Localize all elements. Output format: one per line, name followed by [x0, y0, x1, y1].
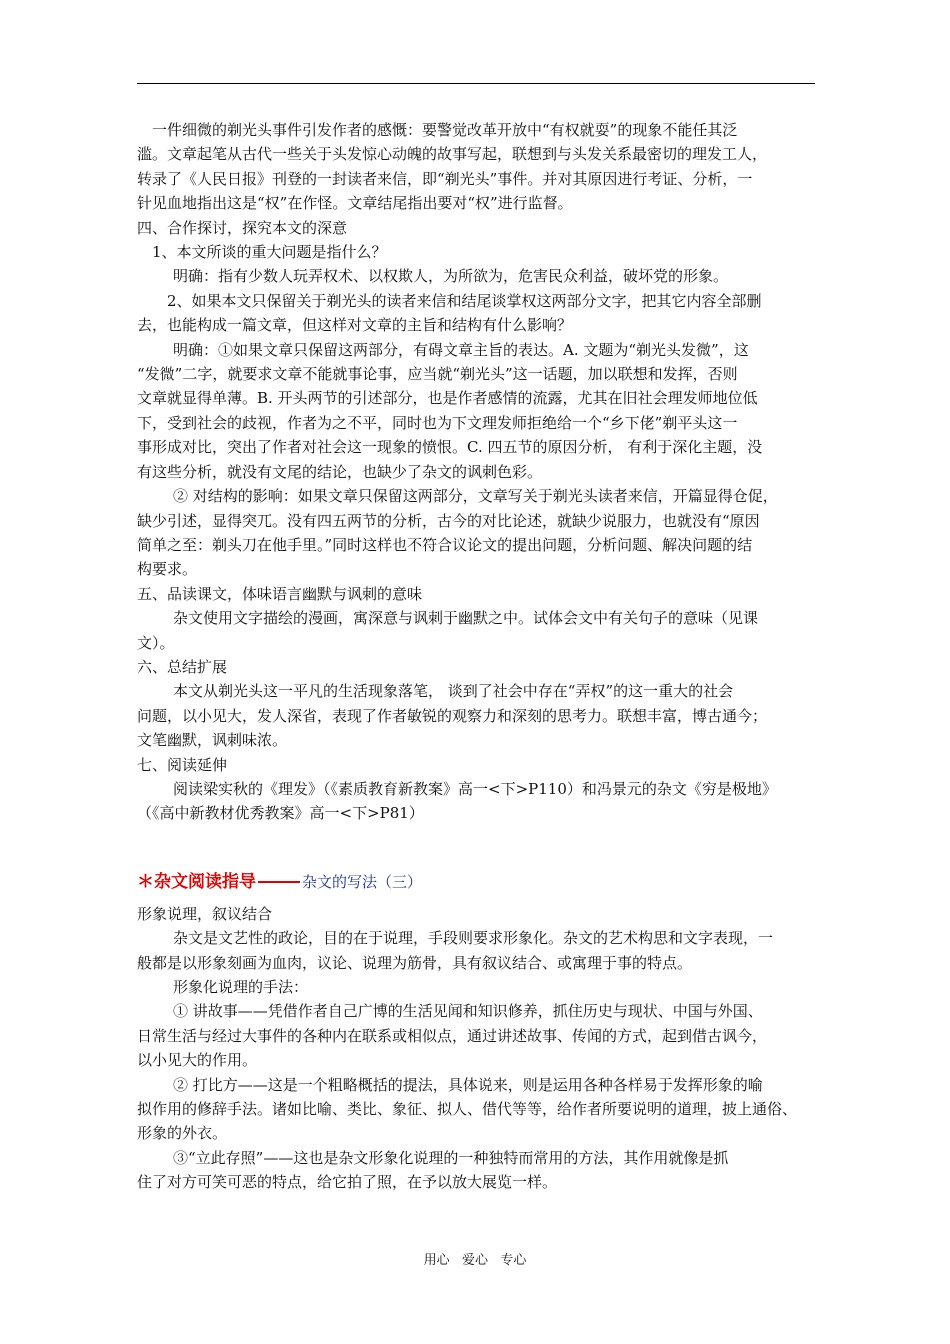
answer-3-line: 缺少引述，显得突兀。没有四五两节的分析，古今的对比论述，就缺少说服力，也就没有“原因 [137, 511, 760, 530]
text-line: 本文从剃光头这一平凡的生活现象落笔， 谈到了社会中存在“弄权”的这一重大的社会 [173, 682, 734, 701]
method-item-1-line: 以小见大的作用。 [137, 1051, 258, 1070]
text-line: 滥。文章起笔从古代一些关于头发惊心动魄的故事写起，联想到与头发关系最密切的理发工人， [137, 145, 768, 164]
method-item-2-line: ② 打比方——这是一个粗略概括的提法，具体说来，则是运用各种各样易于发挥形象的喻 [173, 1075, 763, 1094]
title-dash [258, 881, 300, 883]
text-line: （《高中新教材优秀教案》高一<下>P81） [137, 804, 424, 823]
section-5 [137, 582, 815, 655]
section-heading: 七、阅读延伸 [137, 755, 228, 774]
section-heading: 五、品读课文，体味语言幽默与讽刺的意味 [137, 584, 423, 603]
section-heading: 四、合作探讨，探究本文的深意 [137, 218, 348, 237]
answer-2-line: 明确：①如果文章只保留这两部分，有碍文章主旨的表达。A. 文题为“剃光头发微”，这 [173, 340, 749, 359]
section-heading: 六、总结扩展 [137, 657, 228, 676]
method-item-2-line: 拟作用的修辞手法。诸如比喻、类比、象征、拟人、借代等等，给作者所要说明的道理，披上通俗、 [137, 1100, 798, 1119]
method-item-3-line: ③“立此存照”——这也是杂文形象化说理的一种独特而常用的方法，其作用就像是抓 [173, 1148, 729, 1167]
method-subheading: 形象化说理的手法： [173, 978, 309, 996]
answer-1: 明确：指有少数人玩弄权术、以权欺人，为所欲为，危害民众利益，破坏党的形象。 [173, 267, 729, 286]
answer-3-line: ② 对结构的影响：如果文章只保留这两部分，文章写关于剃光头读者来信，开篇显得仓促， [173, 487, 778, 506]
header-rule [137, 83, 815, 84]
guide-red-title: ＊杂文阅读指导 [137, 871, 256, 892]
question-2-line: 去，也能构成一篇文章，但这样对文章的主旨和结构有什么影响？ [137, 316, 573, 335]
method-item-3-line: 住了对方可笑可恶的特点，给它拍了照，在予以放大展览一样。 [137, 1173, 558, 1192]
intro-paragraph [137, 118, 815, 216]
text-line: 针见血地指出这是“权”在作怪。文章结尾指出要对“权”进行监督。 [137, 194, 573, 213]
text-line: 转录了《人民日报》刊登的一封读者来信，即“剃光头”事件。并对其原因进行考证、分析，一 [137, 169, 753, 188]
method-item-1-line: ① 讲故事——凭借作者自己广博的生活见闻和知识修养，抓住历史与现状、中国与外国、 [173, 1002, 763, 1021]
text-line: 问题，以小见大，发人深省，表现了作者敏锐的观察力和深刻的思考力。联想丰富，博古通今； [137, 706, 768, 725]
answer-2-line: 文章就显得单薄。B. 开头两节的引述部分，也是作者感情的流露，尤其在旧社会理发师地位低 [137, 389, 758, 408]
text-line: 文）。 [137, 633, 175, 652]
method-item-1-line: 日常生活与经过大事件的各种内在联系或相似点，通过讲述故事、传闻的方式，起到借古讽今， [137, 1026, 768, 1045]
answer-2-line: 事形成对比，突出了作者对社会这一现象的愤恨。C. 四五节的原因分析， 有利于深化主题，没 [137, 438, 763, 457]
method-item-2-line: 形象的外衣。 [137, 1124, 228, 1143]
page-footer: 用心 爱心 专心 [423, 1253, 527, 1268]
guide-blue-title: 杂文的写法（三） [302, 872, 423, 891]
method-heading: 形象说理，叙议结合 [137, 904, 273, 923]
answer-2-line: “发微”二字，就要求文章不能就事论事，应当就“剃光头”这一话题，加以联想和发挥，否则 [137, 365, 738, 384]
text-line: 般都是以形象刻画为血肉，议论、说理为筋骨，具有叙议结合、或寓理于事的特点。 [137, 953, 693, 972]
text-line: 杂文使用文字描绘的漫画，寓深意与讽刺于幽默之中。试体会文中有关句子的意味（见课 [173, 609, 759, 628]
text-line: 阅读梁实秋的《理发》（《素质教育新教案》高一<下>P110）和冯景元的杂文《穷是极地》 [173, 779, 777, 798]
answer-2-line: 下，受到社会的歧视，作者为之不平，同时也为下文理发师拒绝给一个“乡下佬”剃平头这一 [137, 413, 738, 432]
text-line: 一件细微的剃光头事件引发作者的感慨：要警觉改革开放中“有权就耍”的现象不能任其泛 [152, 121, 738, 139]
method-section [137, 902, 815, 1195]
document-body [137, 118, 815, 1195]
text-line: 文笔幽默，讽刺味浓。 [137, 731, 288, 750]
question-2-line: 2、如果本文只保留关于剃光头的读者来信和结尾谈掌权这两部分文字，把其它内容全部删 [167, 291, 762, 310]
section-7 [137, 753, 815, 826]
section-6 [137, 655, 815, 753]
guide-title [137, 862, 815, 902]
spacer [137, 826, 815, 862]
answer-3-line: 简单之至：剃头刀在他手里。”同时这样也不符合议论文的提出问题，分析问题、解决问题的结 [137, 535, 753, 554]
answer-3-line: 构要求。 [137, 560, 198, 579]
question-1: 1、本文所谈的重大问题是指什么？ [152, 243, 387, 262]
text-line: 杂文是文艺性的政论，目的在于说理，手段则要求形象化。杂文的艺术构思和文字表现，一 [173, 929, 774, 948]
answer-2-line: 有这些分析，就没有文尾的结论，也缺少了杂文的讽刺色彩。 [137, 462, 543, 481]
section-4 [137, 216, 815, 582]
